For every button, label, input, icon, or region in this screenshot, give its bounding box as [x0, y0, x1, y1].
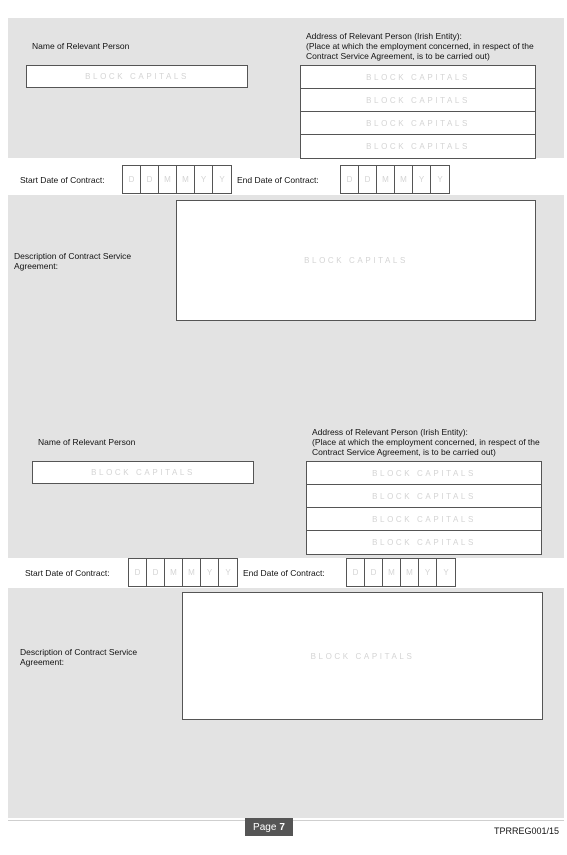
address-line-4[interactable] — [301, 135, 535, 158]
date-cell[interactable]: D — [359, 166, 377, 193]
address-line-2[interactable] — [307, 485, 541, 508]
date-cell[interactable]: Y — [225, 568, 231, 577]
block-capitals-placeholder: BLOCK CAPITALS — [372, 468, 476, 478]
address-field-group — [306, 461, 542, 555]
end-date-label: End Date of Contract: — [237, 175, 319, 185]
address-note-label: (Place at which the employment concerned, in respect of the Contract Service Agreement, is to be carried out) — [306, 41, 534, 61]
date-cell[interactable]: M — [183, 559, 201, 586]
date-cell[interactable]: M — [395, 166, 413, 193]
address-title-label: Address of Relevant Person (Irish Entity): — [306, 31, 462, 41]
block-capitals-placeholder: BLOCK CAPITALS — [366, 95, 470, 105]
date-cell[interactable]: Y — [201, 559, 219, 586]
description-field[interactable] — [182, 592, 543, 720]
date-cell[interactable]: Y — [219, 175, 225, 184]
date-cell[interactable]: M — [401, 559, 419, 586]
date-cell[interactable]: D — [341, 166, 359, 193]
date-cell[interactable]: Y — [413, 166, 431, 193]
block-capitals-placeholder: BLOCK CAPITALS — [91, 468, 195, 477]
description-label: Description of Contract Service Agreement: — [20, 647, 138, 667]
block-capitals-placeholder: BLOCK CAPITALS — [366, 72, 470, 82]
start-date-label: Start Date of Contract: — [25, 568, 110, 578]
start-date-label: Start Date of Contract: — [20, 175, 105, 185]
address-field-group — [300, 65, 536, 159]
date-cell[interactable]: Y — [419, 559, 437, 586]
date-cell[interactable]: D — [129, 559, 147, 586]
name-of-relevant-person-label: Name of Relevant Person — [32, 41, 130, 51]
start-date-field[interactable] — [128, 558, 238, 587]
name-of-relevant-person-label: Name of Relevant Person — [38, 437, 136, 447]
end-date-field[interactable] — [340, 165, 450, 194]
address-note-label: (Place at which the employment concerned, in respect of the Contract Service Agreement, is to be carried out) — [312, 437, 540, 457]
date-cell[interactable]: D — [365, 559, 383, 586]
date-cell[interactable]: M — [177, 166, 195, 193]
relevant-person-name-field[interactable] — [32, 461, 254, 484]
block-capitals-placeholder: BLOCK CAPITALS — [366, 142, 470, 151]
date-cell[interactable]: Y — [443, 568, 449, 577]
date-cell[interactable]: M — [159, 166, 177, 193]
description-field[interactable] — [176, 200, 536, 321]
page-indicator — [245, 818, 293, 836]
address-line-4[interactable] — [307, 531, 541, 554]
page-label: Page — [253, 821, 277, 833]
address-line-1[interactable] — [307, 462, 541, 485]
address-line-3[interactable] — [307, 508, 541, 531]
date-cell[interactable]: D — [347, 559, 365, 586]
date-cell[interactable]: M — [165, 559, 183, 586]
date-cell[interactable]: D — [123, 166, 141, 193]
date-cell[interactable]: M — [377, 166, 395, 193]
block-capitals-placeholder: BLOCK CAPITALS — [372, 538, 476, 547]
date-cell[interactable]: D — [147, 559, 165, 586]
date-cell[interactable]: D — [141, 166, 159, 193]
address-line-3[interactable] — [301, 112, 535, 135]
address-line-1[interactable] — [301, 66, 535, 89]
end-date-label: End Date of Contract: — [243, 568, 325, 578]
block-capitals-placeholder: BLOCK CAPITALS — [372, 491, 476, 501]
start-date-field[interactable] — [122, 165, 232, 194]
date-cell[interactable]: M — [383, 559, 401, 586]
document-code: TPRREG001/15 — [493, 826, 559, 836]
block-capitals-placeholder: BLOCK CAPITALS — [304, 256, 408, 265]
block-capitals-placeholder: BLOCK CAPITALS — [366, 118, 470, 128]
end-date-field[interactable] — [346, 558, 456, 587]
relevant-person-name-field[interactable] — [26, 65, 248, 88]
address-title-label: Address of Relevant Person (Irish Entity): — [312, 427, 468, 437]
address-line-2[interactable] — [301, 89, 535, 112]
description-label: Description of Contract Service Agreement: — [14, 251, 132, 271]
date-cell[interactable]: Y — [437, 175, 443, 184]
block-capitals-placeholder: BLOCK CAPITALS — [85, 72, 189, 81]
block-capitals-placeholder: BLOCK CAPITALS — [372, 514, 476, 524]
date-cell[interactable]: Y — [195, 166, 213, 193]
block-capitals-placeholder: BLOCK CAPITALS — [310, 651, 415, 661]
page-number: 7 — [279, 821, 285, 833]
